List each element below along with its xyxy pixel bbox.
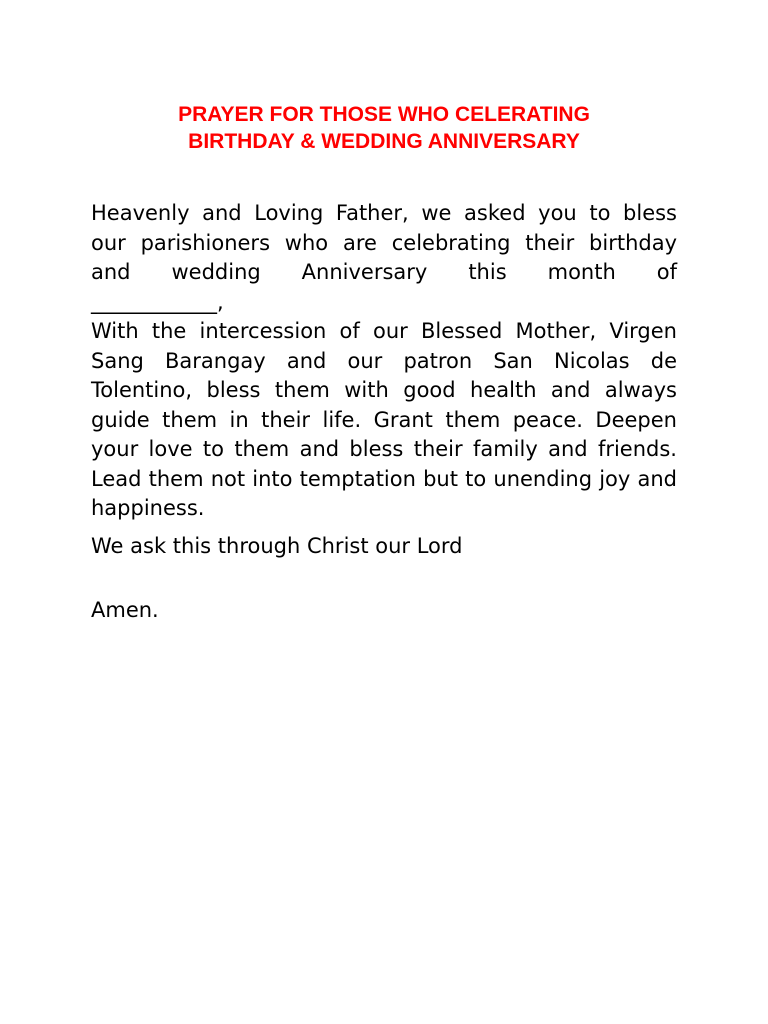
opening-paragraph: [91, 199, 677, 317]
title-line-2: BIRTHDAY & WEDDING ANNIVERSARY: [188, 130, 580, 153]
prayer-body: [91, 199, 677, 626]
intercession-paragraph: With the intercession of our Blessed Mother, Virgen Sang Barangay and our patron San Nicolas de Tolentino, bless them with good health and always guide them in their life. Grant them peace. Deepen your love to them and bless their family and friends. Lead them not into temptation but to unending joy and happiness.: [91, 319, 677, 520]
month-blank-line: ____________,: [91, 289, 224, 314]
opening-line-1: Heavenly and Loving Father, we asked you to bless: [91, 201, 677, 225]
amen-text: Amen.: [91, 598, 159, 622]
title-line-1: PRAYER FOR THOSE WHO CELERATING: [178, 103, 590, 126]
opening-line-3: and wedding Anniversary this month of: [91, 260, 677, 284]
closing-petition: We ask this through Christ our Lord: [91, 533, 463, 558]
opening-line-2: our parishioners who are celebrating their birthday: [91, 230, 677, 255]
document-title: [90, 101, 678, 155]
